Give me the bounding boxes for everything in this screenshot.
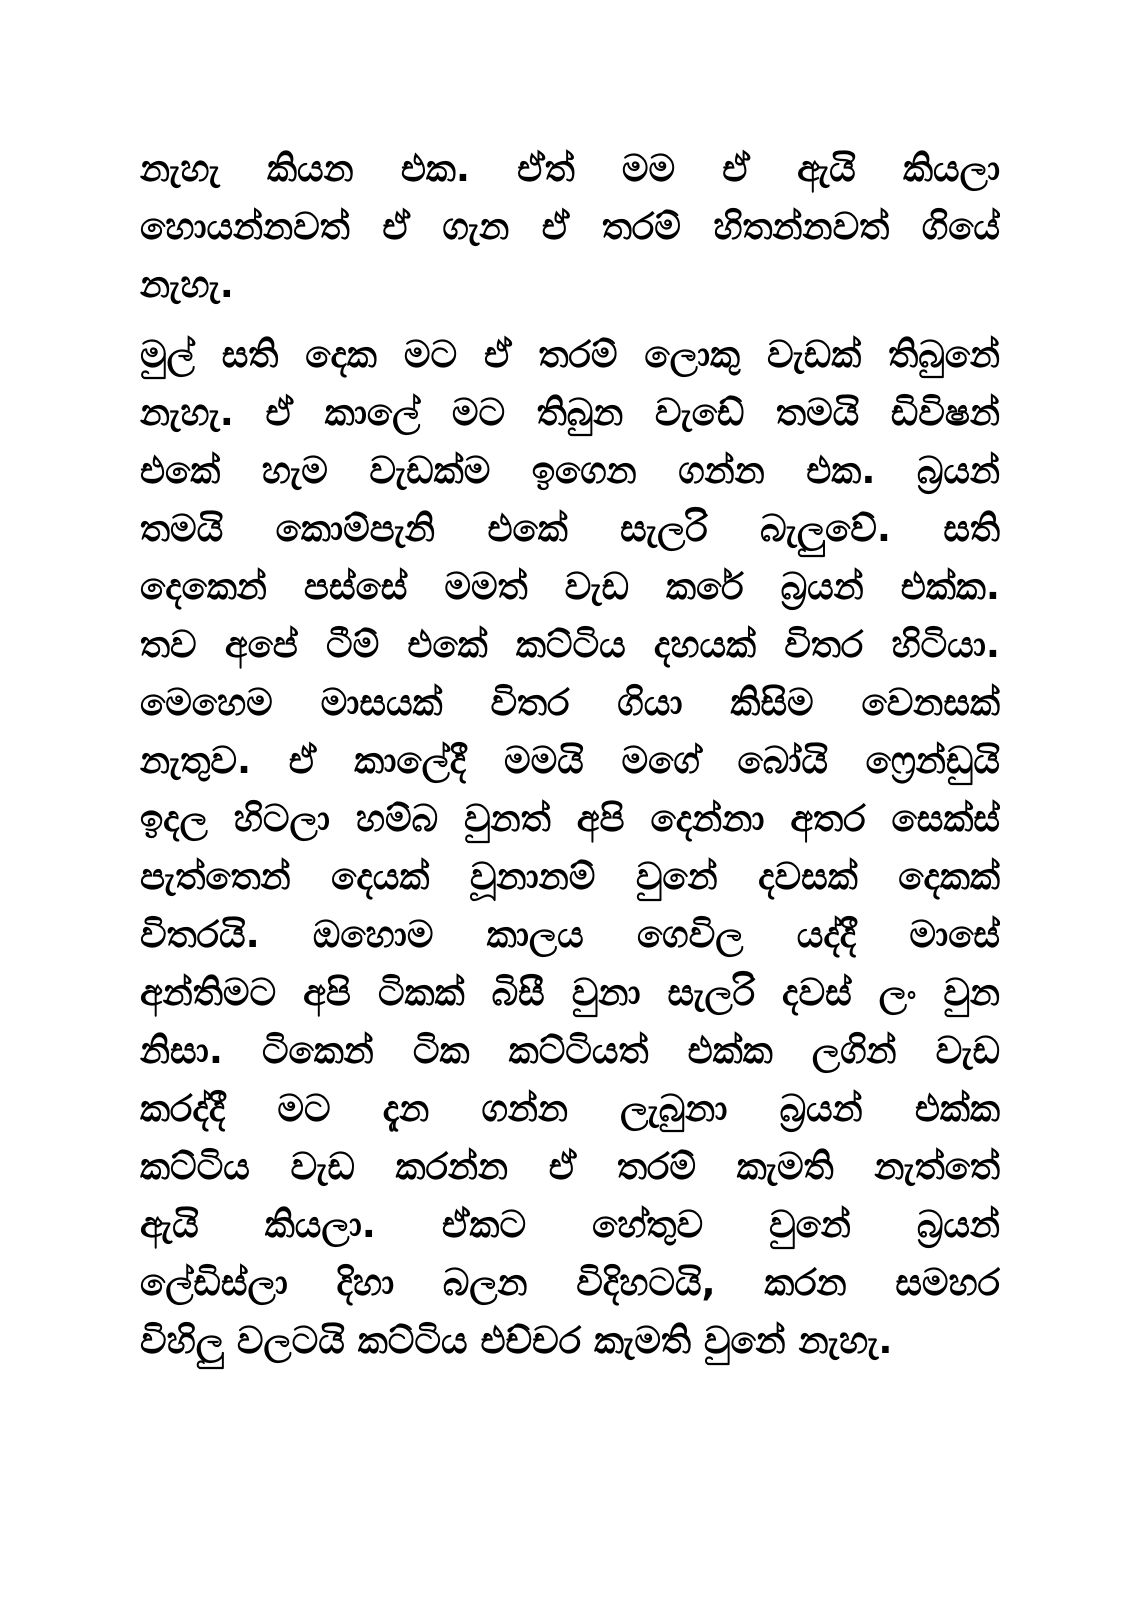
text-line: නැහැ කියන එක. ඒත් මම ඒ ඇයි කියලා xyxy=(140,147,1000,190)
text-line: කරද්දී මට දැන ගන්න ලැබුනා බ්‍රයන් එක්ක xyxy=(140,1087,1000,1130)
text-line: විහිලු වලටයි කට්ටිය එච්චර කැමති වුනේ නැහැ. xyxy=(140,1319,893,1362)
text-line: නැහැ. ඒ කාලේ මට තිබුන වැඩේ තමයි ඩිවිෂන් xyxy=(140,391,1000,434)
text-line: ඇයි කියලා. ඒකට හේතුව වුනේ බ්‍රයන් xyxy=(140,1203,1000,1246)
text-line: ලේඩිස්ලා දිහා බලන විදිහටයි, කරන සමහර xyxy=(140,1261,1000,1304)
text-line: තව අපේ ටීම් එකේ කට්ටිය දහයක් විතර හිටියා. xyxy=(140,623,1000,666)
text-line: නැහැ. xyxy=(140,263,234,306)
text-line: නැතුව. ඒ කාලේදී මමයි මගේ බෝයි ෆ්‍රෙන්ඩුයි xyxy=(140,739,1000,782)
text-line: තමයි කොම්පැනි එකේ සැලරි බැලුවේ. සති xyxy=(140,507,1000,550)
text-line: එකේ හැම වැඩක්ම ඉගෙන ගන්න එක. බ්‍රයන් xyxy=(140,449,1000,492)
text-line: ඉදල හිටලා හම්බ වුනත් අපි දෙන්නා අතර සෙක්ස් xyxy=(140,797,1000,840)
text-line: මෙහෙම මාසයක් විතර ගියා කිසිම වෙනසක් xyxy=(140,681,1000,724)
text-line: මුල් සති දෙක මට ඒ තරම් ලොකු වැඩක් තිබුනේ xyxy=(140,333,1000,376)
text-line: විතරයි. ඔහොම කාලය ගෙවිල යද්දී මාසේ xyxy=(140,913,1000,956)
text-line: නිසා. ටිකෙන් ටික කට්ටියත් එක්ක ලගින් වැඩ xyxy=(140,1029,1000,1072)
text-line: හොයන්නවත් ඒ ගැන ඒ තරම් හිතන්නවත් ගියේ xyxy=(140,205,1000,248)
text-line: කට්ටිය වැඩ කරන්න ඒ තරම් කැමති නැත්තේ xyxy=(140,1145,1000,1188)
text-line: දෙකෙන් පස්සේ මමත් වැඩ කරේ බ්‍රයන් එක්ක. xyxy=(140,565,1000,608)
text-line: පැත්තෙන් දෙයක් වූනානම් වුනේ දවසක් දෙකක් xyxy=(140,855,1000,898)
paragraph-2 xyxy=(140,326,1000,1370)
text-line: අන්තිමට අපි ටිකක් බිසී වුනා සැලරි දවස් ලං වුන xyxy=(140,971,1000,1014)
paragraph-1 xyxy=(140,140,1000,314)
